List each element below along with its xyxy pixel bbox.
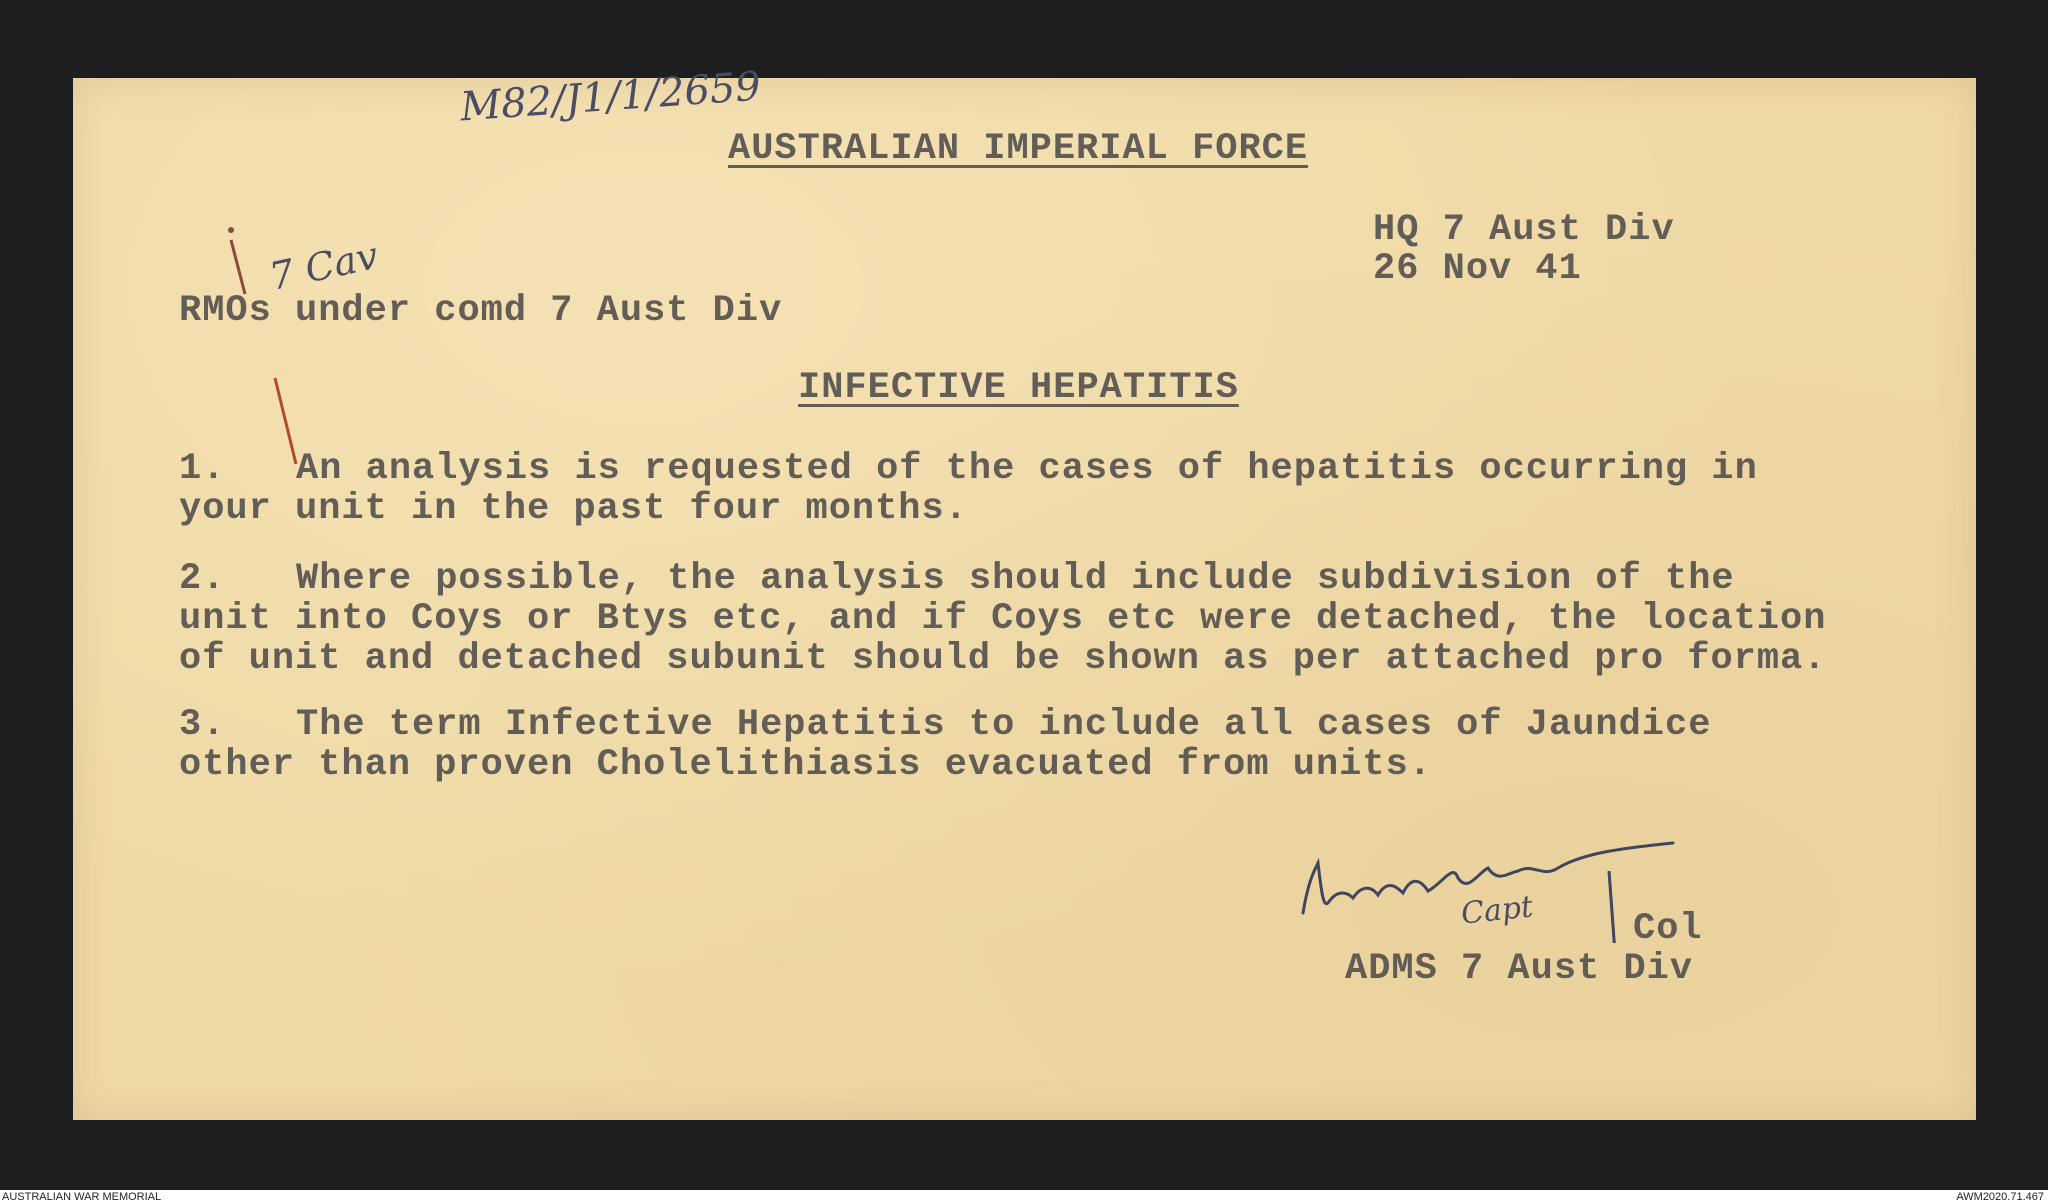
signature-title: ADMS 7 Aust Div [1345,948,1694,990]
paragraph-line: other than proven Cholelithiasis evacuated from units. [179,744,1432,786]
paragraph-line: your unit in the past four months. [179,488,968,530]
document-heading: AUSTRALIAN IMPERIAL FORCE [728,128,1309,170]
handwritten-rank: Capt [1459,889,1535,932]
paragraph-number: 1. [179,448,226,490]
addressee: RMOs under comd 7 Aust Div [179,290,783,332]
paragraph-line: An analysis is requested of the cases of hepatitis occurring in [296,448,1758,490]
handwritten-reference: M82/J1/1/2659 [458,63,763,131]
origin-hq: HQ 7 Aust Div [1373,209,1675,251]
paragraph-number: 2. [179,558,226,600]
handwritten-annotation: 7 Cav [265,233,382,299]
subject-title: INFECTIVE HEPATITIS [798,367,1239,409]
footer-bar [0,1190,2048,1204]
footer-left: AUSTRALIAN WAR MEMORIAL [2,1191,162,1203]
origin-date: 26 Nov 41 [1373,248,1582,290]
document-page [73,63,1976,1120]
paragraph-number: 3. [179,704,226,746]
paragraph-line: of unit and detached subunit should be shown as per attached pro forma. [179,638,1827,680]
paragraph-line: Where possible, the analysis should include subdivision of the [296,558,1735,600]
paragraph-line: unit into Coys or Btys etc, and if Coys etc were detached, the location [179,598,1827,640]
paragraph-line: The term Infective Hepatitis to include all cases of Jaundice [296,704,1712,746]
signature-rank: Col [1633,908,1703,950]
footer-right: AWM2020.71.467 [1956,1191,2044,1203]
